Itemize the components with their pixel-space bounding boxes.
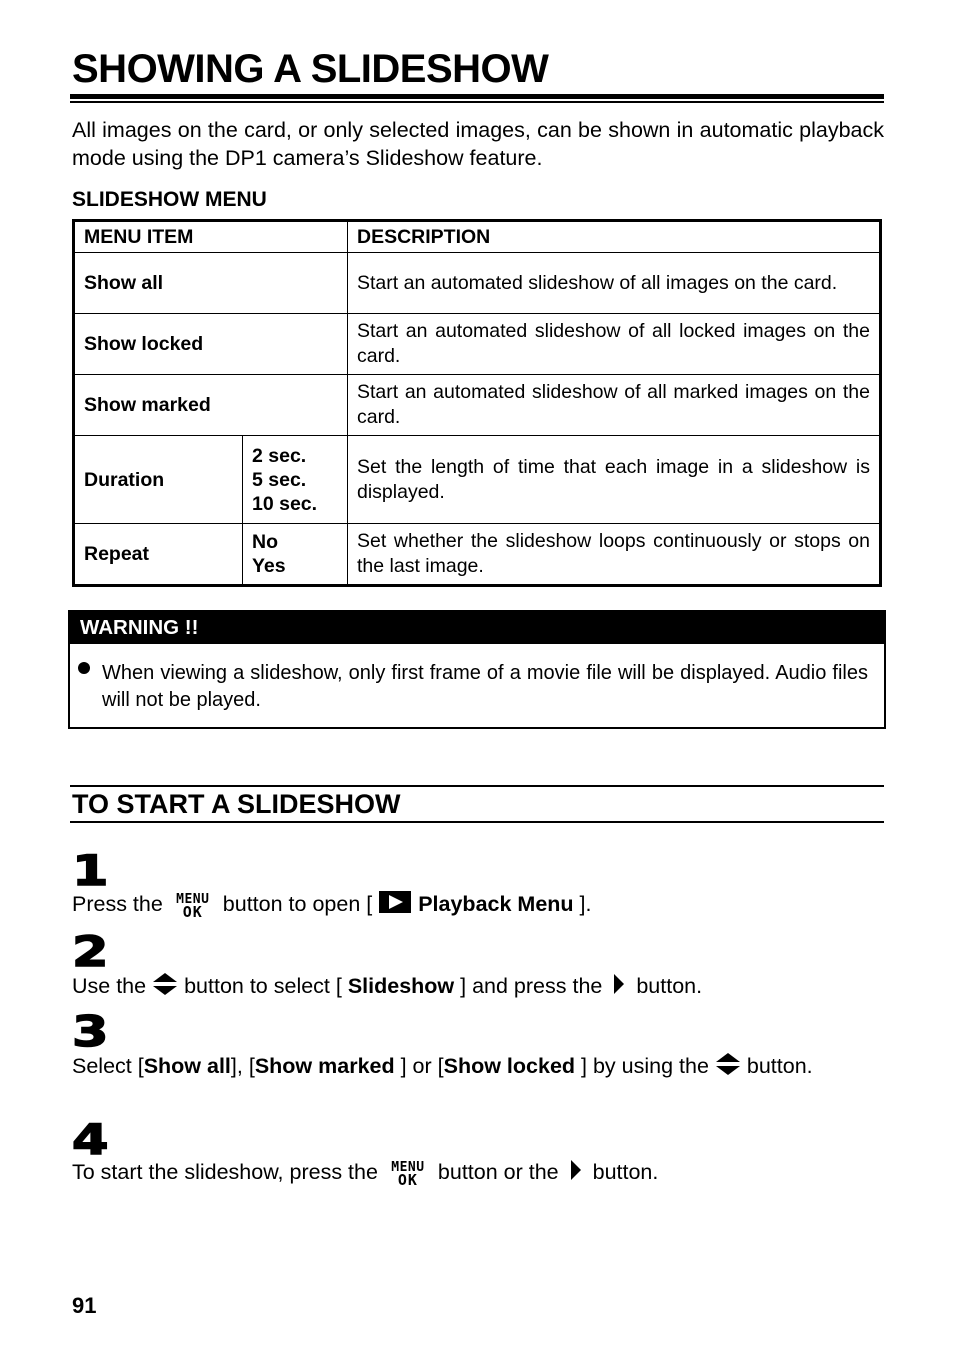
title-rule-thin	[70, 101, 884, 103]
warning-text: When viewing a slideshow, only first frame of a movie file will be displayed. Audio files will not be played.	[102, 662, 868, 711]
step-bold-text: Slideshow	[347, 974, 455, 999]
menu-item-cell: Show marked	[74, 375, 348, 436]
description-cell: Set the length of time that each image in a slideshow is displayed.	[348, 436, 881, 524]
table-row	[74, 524, 881, 586]
bullet-icon	[78, 662, 90, 674]
step-text: button.	[746, 1054, 813, 1079]
right-arrow-icon	[565, 1158, 587, 1189]
warning-title: WARNING !!	[80, 616, 199, 639]
step-text: Press the	[72, 892, 163, 917]
table-header-row	[74, 221, 881, 253]
description-cell: Start an automated slideshow of all marked images on the card.	[348, 375, 881, 436]
header-description: DESCRIPTION	[348, 221, 881, 253]
step-number-1: 1	[72, 846, 109, 895]
intro-paragraph: All images on the card, or only selected images, can be shown in automatic playback mode using the DP1 camera’s Slideshow feature.	[72, 118, 884, 170]
step-number-3: 3	[72, 1007, 109, 1056]
description-cell: Start an automated slideshow of all locked images on the card.	[348, 314, 881, 375]
step-number-2: 2	[72, 927, 109, 976]
option-value: 2 sec.	[252, 444, 307, 467]
step-4-text	[72, 1158, 658, 1189]
menu-heading: SLIDESHOW MENU	[72, 188, 267, 211]
step-text: button or the	[437, 1160, 559, 1185]
step-text: Select [	[72, 1054, 144, 1079]
option-value: Yes	[252, 555, 286, 577]
options-cell	[243, 524, 348, 586]
step-text: ].	[579, 892, 592, 917]
section-rule-bottom	[70, 821, 884, 823]
step-bold-text: Show locked	[443, 1054, 576, 1079]
up-down-arrows-icon	[152, 972, 178, 1003]
menu-ok-button-icon: MENU OK	[391, 1159, 425, 1189]
title-rule	[70, 94, 884, 99]
warning-box	[68, 610, 886, 729]
step-text: ] or [	[400, 1054, 444, 1079]
step-text: Use the	[72, 974, 147, 999]
step-1-text	[72, 890, 591, 921]
menu-item-cell: Show locked	[74, 314, 348, 375]
option-value: 5 sec.	[252, 468, 307, 491]
playback-icon	[378, 890, 412, 921]
menu-item-cell: Repeat	[74, 524, 243, 586]
option-value: 10 sec.	[252, 492, 318, 515]
warning-header	[70, 612, 884, 644]
option-value: No	[252, 531, 278, 553]
options-cell	[243, 436, 348, 524]
up-down-arrows-icon	[715, 1052, 741, 1083]
step-number-4: 4	[72, 1115, 109, 1164]
description-cell: Set whether the slideshow loops continuously or stops on the last image.	[348, 524, 881, 586]
right-arrow-icon	[608, 972, 630, 1003]
step-bold-text: Playback Menu	[418, 892, 574, 917]
table-row	[74, 253, 881, 314]
step-bold-text: Show all	[143, 1054, 231, 1079]
step-bold-text: Show marked	[254, 1054, 395, 1079]
menu-item-cell: Show all	[74, 253, 348, 314]
table-row	[74, 314, 881, 375]
step-text: ] and press the	[460, 974, 603, 999]
table-row	[74, 436, 881, 524]
step-text: button.	[592, 1160, 659, 1185]
header-menu-item: MENU ITEM	[74, 221, 348, 253]
step-2-text	[72, 972, 702, 1003]
step-text: ] by using the	[581, 1054, 709, 1079]
table-row	[74, 375, 881, 436]
page-title: SHOWING A SLIDESHOW	[72, 47, 549, 91]
menu-ok-button-icon: MENU OK	[176, 891, 210, 921]
slideshow-menu-table	[72, 219, 882, 587]
step-text: ], [	[230, 1054, 255, 1079]
step-text: button to open [	[222, 892, 373, 917]
step-text: button.	[636, 974, 703, 999]
section-title: TO START A SLIDESHOW	[72, 789, 401, 819]
description-cell: Start an automated slideshow of all images on the card.	[348, 253, 881, 314]
step-text: button to select [	[184, 974, 342, 999]
step-text: To start the slideshow, press the	[72, 1160, 378, 1185]
page-number: 91	[72, 1293, 97, 1318]
step-3-text	[72, 1052, 882, 1083]
menu-item-cell: Duration	[74, 436, 243, 524]
